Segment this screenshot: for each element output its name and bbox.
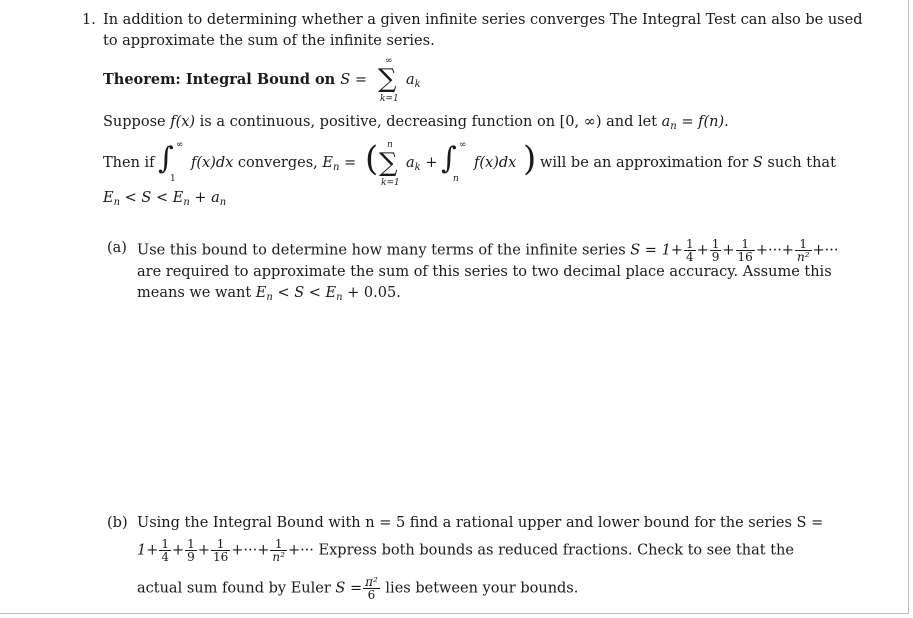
theorem-sum: [376, 56, 406, 108]
theorem-term: $a_k$: [406, 72, 421, 90]
frac-1-4: $\frac{1}{4}$: [685, 237, 694, 264]
part-b-line-3: actual sum found by Euler S = $\frac{\text{π²}}{6}$ lies between your bounds.: [137, 575, 579, 602]
part-a-line-3: means we want $E_n < S < E_n + 0.05$.: [137, 285, 401, 303]
intro-line-1: In addition to determining whether a given infinite series converges The Integral Test can also be used: [103, 12, 863, 28]
integral-symbol: ∫: [158, 141, 174, 176]
theorem-S: S: [340, 72, 351, 88]
integral-symbol-2: ∫: [441, 141, 457, 176]
frac-1-16: $\frac{1}{16}$: [737, 237, 753, 264]
problem-number: 1.: [82, 12, 96, 28]
then-integrand-2: f(x)dx: [474, 155, 517, 171]
suppose-line: Suppose f(x) is a continuous, positive, decreasing function on [0, ∞) and let $a_n = f(n)$.: [103, 114, 729, 132]
frac-1-9: $\frac{1}{9}$: [711, 237, 720, 264]
integral-1: ∫ ∞ 1: [158, 140, 184, 184]
theorem-heading: [103, 70, 367, 90]
frac-pi2-6: $\frac{\text{π²}}{6}$: [365, 575, 378, 602]
theorem-eq: =: [354, 72, 367, 88]
then-mid: f(x)dx converges, $E_n$ =: [191, 155, 357, 173]
frac-1-n2: $\frac{1}{\text{n²}}$: [796, 237, 810, 264]
part-b-line-1: Using the Integral Bound with n = 5 find a rational upper and lower bound for the series S =: [137, 515, 824, 531]
part-b-label: (b): [107, 515, 128, 531]
left-paren: (: [365, 139, 379, 179]
part-a-line-1: Use this bound to determine how many terms of the infinite series S = 1+ $\frac{1}{4}$ + $\frac{1}{9}$ + $\frac{1}{16}$ +···+ $\frac{1}{\text{n²}}$ +···: [137, 237, 839, 264]
part-a-line-2: are required to approximate the sum of this series to two decimal place accuracy. Assume this: [137, 264, 832, 280]
then-ak: $a_k$ +: [406, 155, 438, 173]
theorem-sum-upper: ∞: [385, 56, 393, 66]
then-sum: n ∑ k=1: [379, 140, 400, 188]
sigma-symbol-2: ∑: [379, 148, 398, 178]
theorem-label: Theorem: Integral Bound on: [103, 71, 341, 88]
sigma-symbol: ∑: [378, 64, 397, 94]
part-b-line-2: 1+ $\frac{1}{4}$ + $\frac{1}{9}$ + $\frac{1}{16}$ +···+ $\frac{1}{\text{n²}}$ +··· Express both bounds as reduced fractions. Check to see that the: [137, 537, 794, 564]
then-label: Then if: [103, 155, 155, 171]
bound-inequality: $E_n < S < E_n + a_n$: [103, 190, 227, 208]
integral-2: ∫ ∞ n: [441, 140, 467, 184]
theorem-sum-lower: k=1: [380, 94, 399, 104]
then-tail: will be an approximation for S such that: [540, 155, 836, 171]
intro-line-2: to approximate the sum of the infinite series.: [103, 33, 435, 49]
right-paren: ): [523, 139, 537, 179]
part-a-label: (a): [107, 240, 127, 256]
